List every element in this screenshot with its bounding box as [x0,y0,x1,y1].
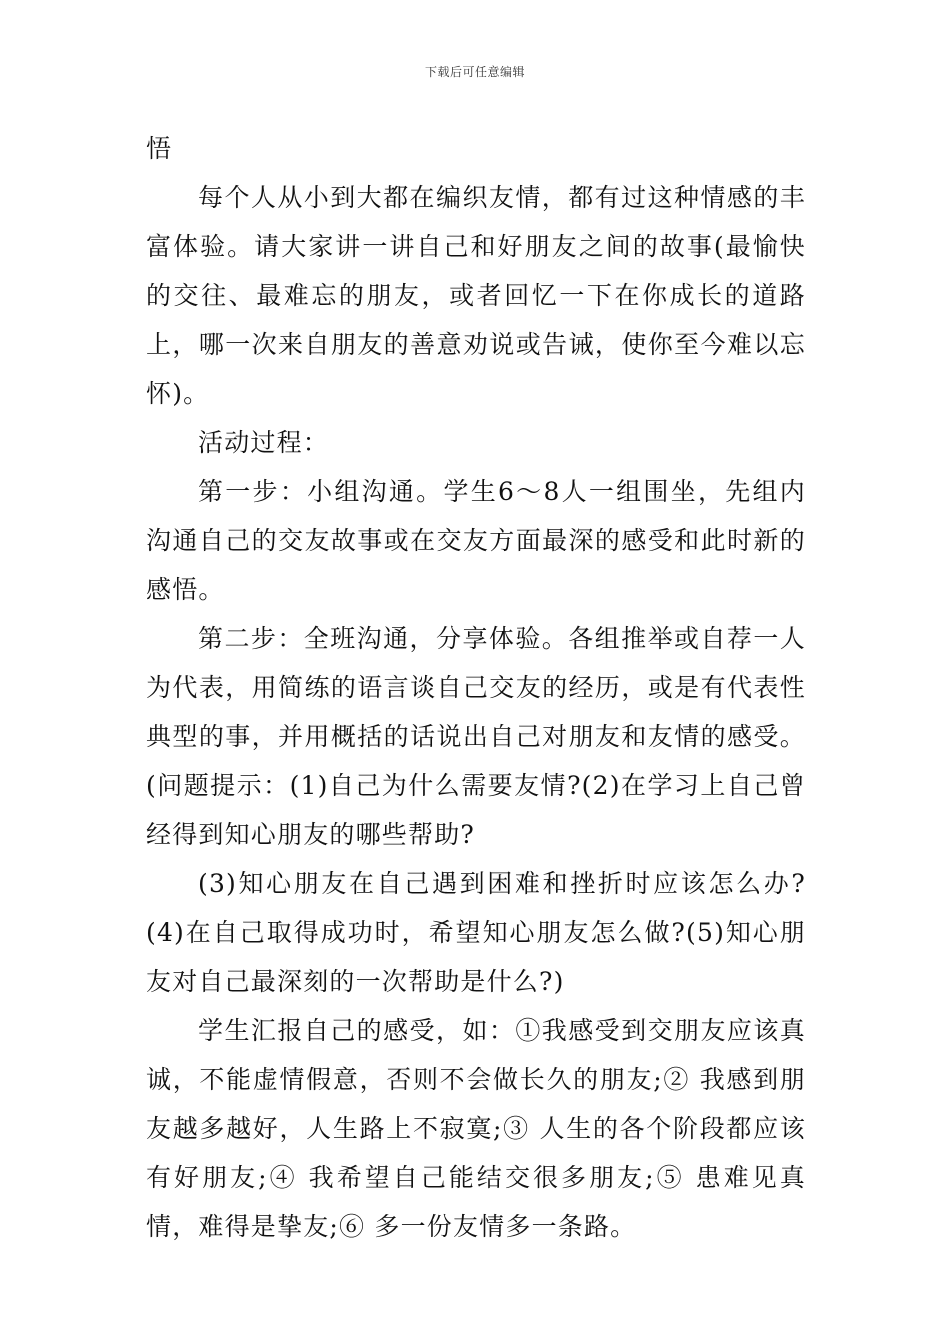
paragraph-activity-heading: 活动过程： [198,428,330,457]
paragraph-step-one: 第一步：小组沟通。学生6～8人一组围坐，先组内沟通自己的交友故事或在交友方面最深的感受和此时新的感悟。 [146,477,806,604]
paragraph-step-two: 第二步：全班沟通，分享体验。各组推举或自荐一人为代表，用简练的语言谈自己交友的经历，或是有代表性典型的事，并用概括的话说出自己对朋友和友情的感受。(问题提示：(1)自己为什么需要友情?(2)在学习上自己曾经得到知心朋友的哪些帮助? [146,624,806,849]
paragraph-student-report: 学生汇报自己的感受，如：①我感受到交朋友应该真诚，不能虚情假意，否则不会做长久的朋友;② 我感到朋友越多越好，人生路上不寂寞;③ 人生的各个阶段都应该有好朋友;④ 我希望自己能结交很多朋友;⑤ 患难见真情，难得是挚友;⑥ 多一份友情多一条路。 [146,1016,806,1241]
paragraph-questions: (3)知心朋友在自己遇到困难和挫折时应该怎么办?(4)在自己取得成功时，希望知心朋友怎么做?(5)知心朋友对自己最深刻的一次帮助是什么?) [146,869,806,996]
paragraph-intro: 每个人从小到大都在编织友情，都有过这种情感的丰富体验。请大家讲一讲自己和好朋友之间的故事(最愉快的交往、最难忘的朋友，或者回忆一下在你成长的道路上，哪一次来自朋友的善意劝说或告诫，使你至今难以忘怀)。 [146,183,806,408]
document-body [146,124,806,1251]
page-header: 下载后可任意编辑 [424,65,525,79]
paragraph-continuation: 悟 [146,134,173,163]
